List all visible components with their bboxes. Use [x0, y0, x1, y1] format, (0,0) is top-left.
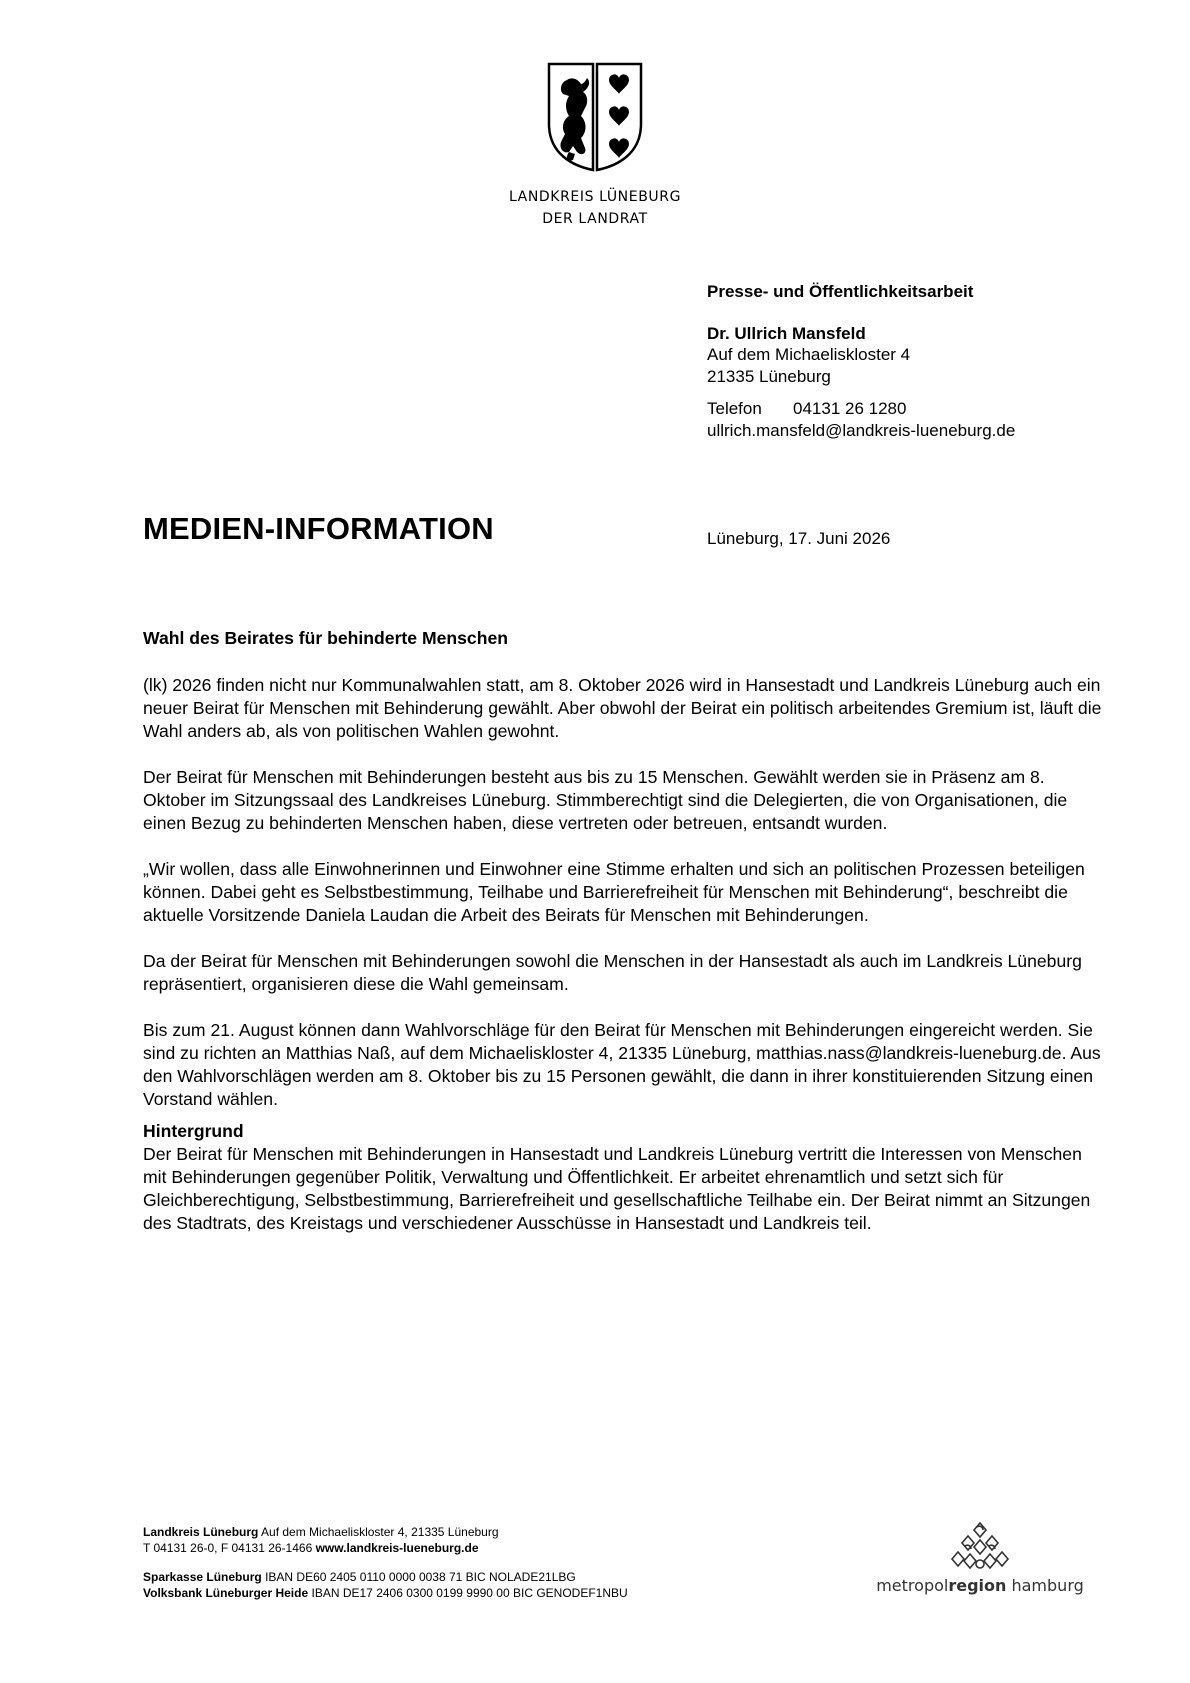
footer-bank2-details: IBAN DE17 2406 0300 0199 9990 00 BIC GENODEF1NBU	[311, 1585, 628, 1600]
sender-block	[707, 281, 1127, 441]
paragraph: (lk) 2026 finden nicht nur Kommunalwahlen statt, am 8. Oktober 2026 wird in Hansestadt und Landkreis Lüneburg auch ein neuer Beirat für Menschen mit Behinderung gewählt. Aber obwohl der Beirat ein politisch arbeitendes Gremium ist, läuft die Wahl anders ab, als von politischen Wahlen gewohnt.	[143, 675, 1102, 741]
sender-department: Presse- und Öffentlichkeitsarbeit	[707, 282, 974, 301]
lion-crest-icon	[547, 62, 643, 174]
footer-contact-row	[143, 1541, 763, 1557]
sender-city: 21335 Lüneburg	[707, 366, 831, 386]
phone-number[interactable]: 04131 26 1280	[793, 399, 907, 418]
footer-bank2-row	[143, 1586, 763, 1602]
footer-org-row	[143, 1525, 763, 1541]
metropolregion-logo-icon	[950, 1520, 1010, 1572]
sender-name: Dr. Ullrich Mansfeld	[707, 323, 866, 343]
footer-bank2-name: Volksbank Lüneburger Heide	[143, 1585, 309, 1600]
article-body	[143, 627, 1103, 1258]
metropolregion-logo	[870, 1520, 1090, 1595]
paragraph: Da der Beirat für Menschen mit Behinderungen sowohl die Menschen in der Hansestadt als auch im Landkreis Lüneburg repräsentiert, organisieren diese die Wahl gemeinsam.	[143, 951, 1082, 994]
phone-label: Telefon	[707, 399, 762, 418]
footer-bank1-name: Sparkasse Lüneburg	[143, 1570, 262, 1584]
logo-name: LANDKREIS LÜNEBURG	[508, 189, 682, 205]
sender-phone-row	[707, 398, 1127, 420]
footer-contact: T 04131 26-0, F 04131 26-1466	[143, 1540, 313, 1555]
footer-bank1-row	[143, 1570, 763, 1586]
paragraph: Der Beirat für Menschen mit Behinderungen besteht aus bis zu 15 Menschen. Gewählt werden sie in Präsenz am 8. Oktober im Sitzungssaal des Landkreises Lüneburg. Stimmberechtigt sind die Delegierten, die von Organisationen, die einen Bezug zu behinderten Menschen haben, diese vertreten oder betreuen, entsandt wurden.	[143, 767, 1068, 833]
footer-bank1-details: IBAN DE60 2405 0110 0000 0038 71 BIC NOLADE21LBG	[265, 1570, 576, 1584]
footer-website-link[interactable]: www.landkreis-lueneburg.de	[315, 1540, 479, 1555]
paragraph: Bis zum 21. August können dann Wahlvorschläge für den Beirat für Menschen mit Behinderungen eingereicht werden. Sie sind zu richten an Matthias Naß, auf dem Michaeliskloster 4, 21335 Lüneburg, matthias.nass@landkreis-lueneburg.de. Aus den Wahlvorschlägen werden am 8. Oktober bis zu 15 Personen gewählt, die dann in ihrer konstituierenden Sitzung einen Vorstand wählen.	[143, 1020, 1101, 1109]
sender-street: Auf dem Michaeliskloster 4	[707, 345, 911, 364]
landkreis-logo	[495, 62, 695, 229]
sender-email[interactable]: ullrich.mansfeld@landkreis-lueneburg.de	[707, 420, 1016, 440]
background-paragraph: Der Beirat für Menschen mit Behinderungen in Hansestadt und Landkreis Lüneburg vertritt die Interessen von Menschen mit Behinderungen gegenüber Politik, Verwaltung und Öffentlichkeit. Er arbeitet ehrenamtlich und setzt sich für Gleichberechtigung, Selbstbestimmung, Barrierefreiheit und gesellschaftliche Teilhabe ein. Der Beirat nimmt an Sitzungen des Stadtrats, des Kreistags und verschiedener Ausschüsse in Hansestadt und Landkreis teil.	[143, 1144, 1091, 1233]
footer-org-name: Landkreis Lüneburg	[143, 1525, 259, 1539]
metropolregion-wordmark: metropolregion hamburg	[876, 1576, 1084, 1595]
date-line: Lüneburg, 17. Juni 2026	[707, 529, 891, 548]
page-title: MEDIEN-INFORMATION	[143, 511, 494, 546]
footer	[143, 1525, 763, 1601]
background-heading: Hintergrund	[143, 1121, 244, 1141]
logo-subtitle: DER LANDRAT	[542, 211, 648, 227]
article-title: Wahl des Beirates für behinderte Menschen	[143, 628, 508, 648]
footer-org-address: Auf dem Michaeliskloster 4, 21335 Lüneburg	[261, 1525, 499, 1539]
paragraph: „Wir wollen, dass alle Einwohnerinnen und Einwohner eine Stimme erhalten und sich an politischen Prozessen beteiligen können. Dabei geht es Selbstbestimmung, Teilhabe und Barrierefreiheit für Menschen mit Behinderung“, beschreibt die aktuelle Vorsitzende Daniela Laudan die Arbeit des Beirats für Menschen mit Behinderungen.	[143, 859, 1085, 925]
